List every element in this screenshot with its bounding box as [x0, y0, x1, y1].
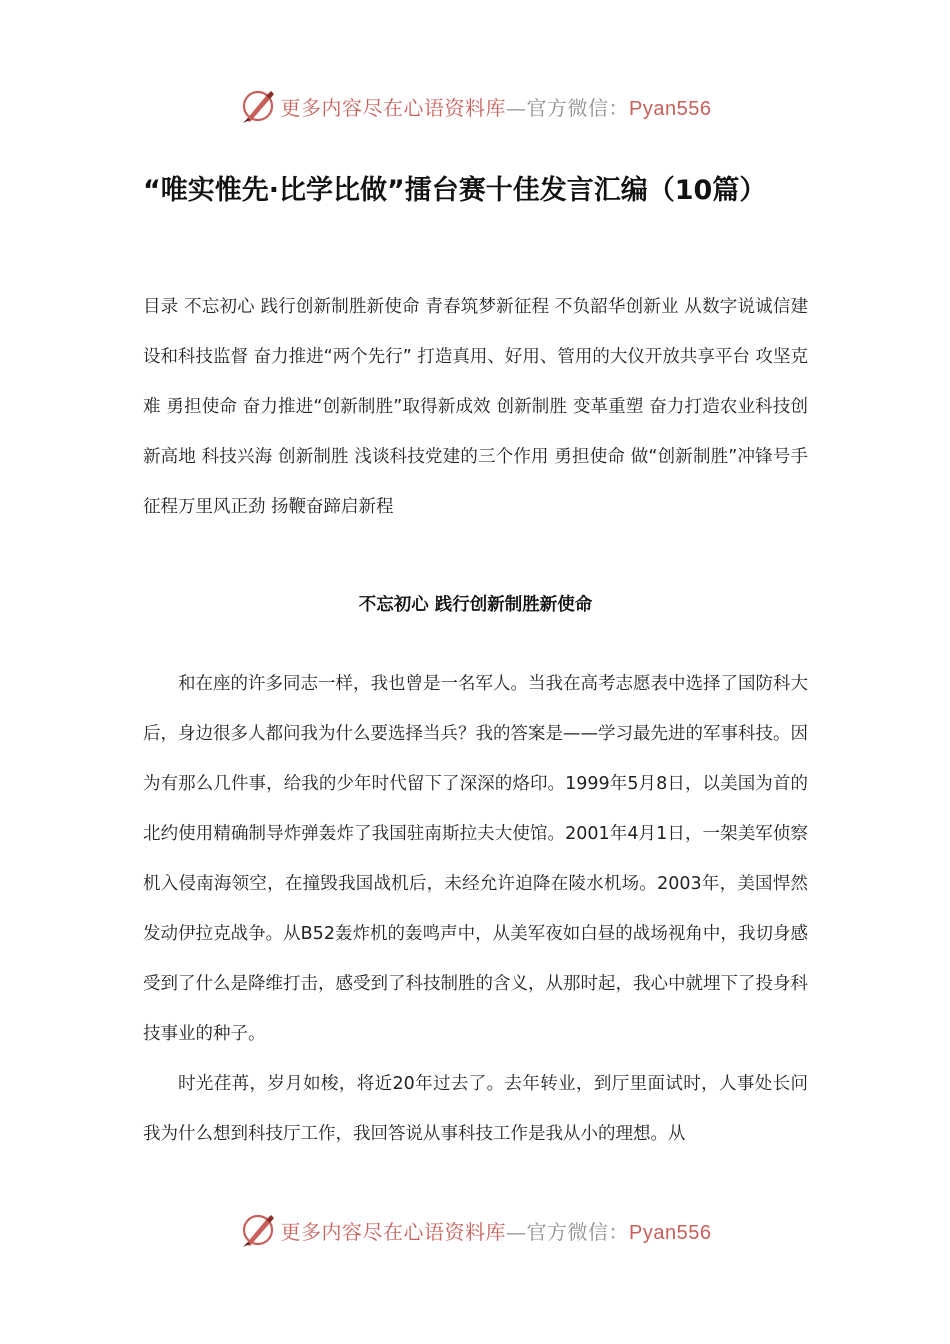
banner-text: [281, 92, 712, 121]
pen-logo-icon: [239, 1211, 277, 1249]
header-watermark-banner: [0, 84, 950, 128]
banner-text: [281, 1216, 712, 1245]
banner-site-name: 更多内容尽在心语资料库: [280, 1219, 507, 1244]
banner-wechat-id: Pyan556: [629, 1221, 712, 1244]
banner-dash: —: [506, 95, 527, 120]
body-paragraph: 时光荏苒，岁月如梭，将近20年过去了。去年转业，到厅里面试时，人事处长问我为什么想到科技厅工作，我回答说从事科技工作是我从小的理想。从: [143, 1074, 808, 1144]
banner-wechat-label: 官方微信：: [526, 1219, 630, 1244]
pen-logo-icon: [239, 87, 277, 125]
section-heading: 不忘初心 践行创新制胜新使命: [358, 595, 593, 615]
banner-dash: —: [506, 1219, 527, 1244]
banner-wechat-id: Pyan556: [629, 97, 712, 120]
document-title: “唯实惟先·比学比做”擂台赛十佳发言汇编（10篇）: [143, 175, 767, 206]
banner-site-name: 更多内容尽在心语资料库: [280, 95, 507, 120]
footer-watermark-banner: [0, 1208, 950, 1252]
banner-wechat-label: 官方微信：: [526, 95, 630, 120]
document-body: [143, 659, 808, 1159]
table-of-contents: 目录 不忘初心 践行创新制胜新使命 青春筑梦新征程 不负韶华创新业 从数字说诚信建设和科技监督 奋力推进“两个先行” 打造真用、好用、管用的大仪开放共享平台 攻坚克难 勇担使命 奋力推进“创新制胜”取得新成效 创新制胜 变革重塑 奋力打造农业科技创新高地 科技兴海 创新制胜 浅谈科技党建的三个作用 勇担使命 做“创新制胜”冲锋号手 征程万里风正劲 扬鞭奋蹄启新程: [143, 297, 808, 517]
body-paragraph: 和在座的许多同志一样，我也曾是一名军人。当我在高考志愿表中选择了国防科大后，身边很多人都问我为什么要选择当兵？我的答案是——学习最先进的军事科技。因为有那么几件事，给我的少年时代留下了深深的烙印。1999年5月8日，以美国为首的北约使用精确制导炸弹轰炸了我国驻南斯拉夫大使馆。2001年4月1日，一架美军侦察机入侵南海领空，在撞毁我国战机后，未经允许迫降在陵水机场。2003年，美国悍然发动伊拉克战争。从B52轰炸机的轰鸣声中，从美军夜如白昼的战场视角中，我切身感受到了什么是降维打击，感受到了科技制胜的含义，从那时起，我心中就埋下了投身科技事业的种子。: [143, 674, 808, 1044]
